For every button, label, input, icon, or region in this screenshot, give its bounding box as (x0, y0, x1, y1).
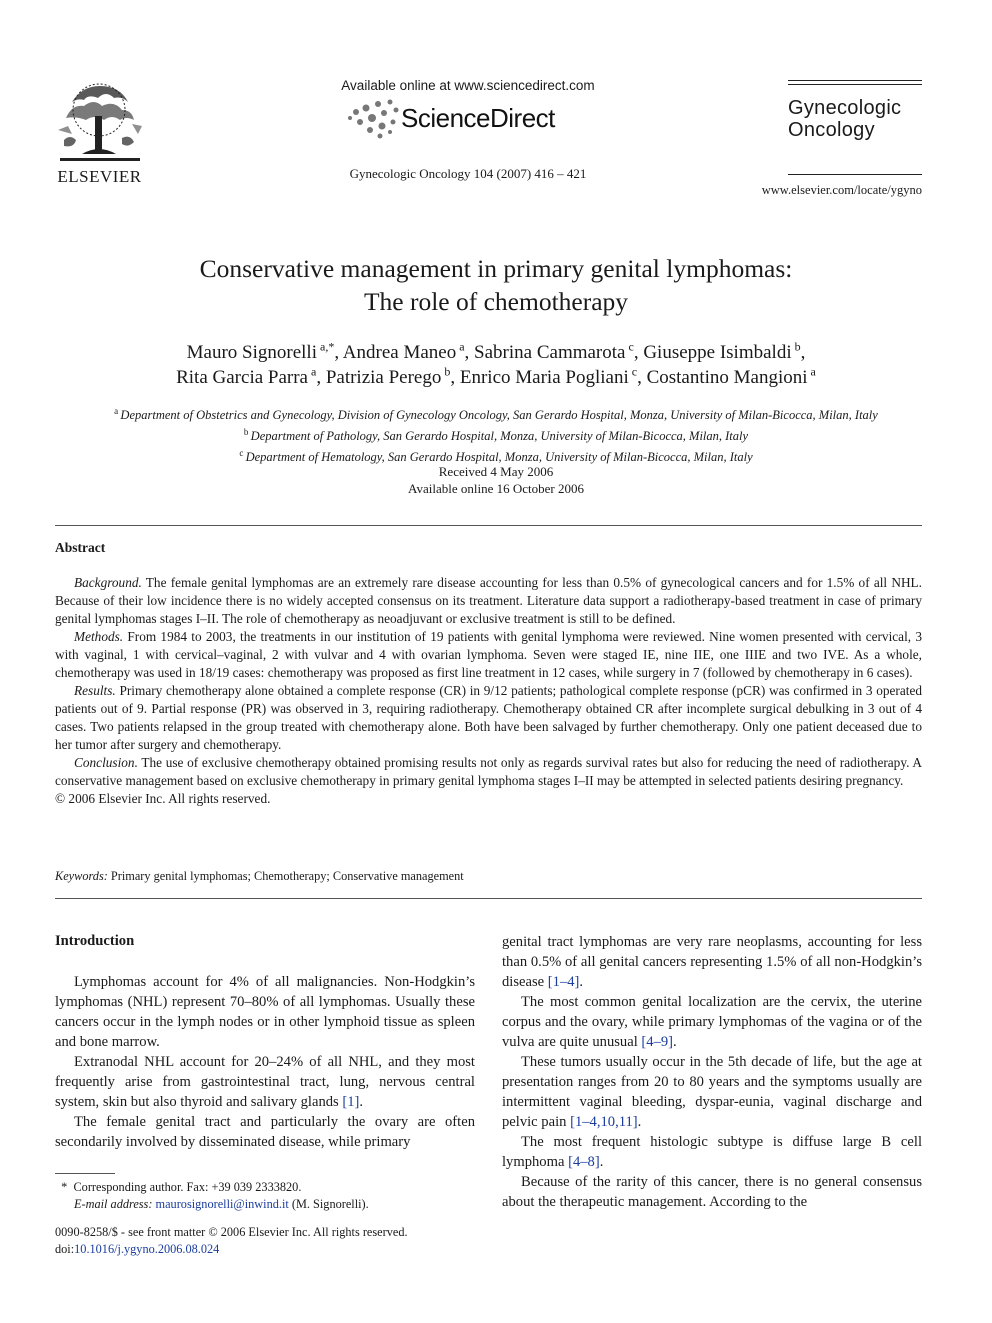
sciencedirect-wordmark: ScienceDirect (401, 103, 555, 133)
paragraph: The female genital tract and particularly the ovary are often secondarily involved by disseminated disease, while primary (55, 1114, 475, 1150)
citation-link[interactable]: [1–4] (547, 974, 580, 990)
paragraph (502, 992, 922, 1052)
author-affiliation-marker: b (441, 364, 451, 379)
paragraph-text: These tumors usually occur in the 5th decade of life, but the age at presentation ranges from 20 to 80 years and the symptoms usually are intermittent vaginal bleeding, dyspar-eunia, vaginal discharge and pelvic pain (502, 1054, 922, 1130)
abstract-label: Conclusion. (74, 755, 138, 770)
abstract-label: Results. (74, 683, 116, 698)
paragraph-text: . (637, 1114, 642, 1130)
abstract-text: The female genital lymphomas are an extremely rare disease accounting for less than 0.5% of gynecological cancers and for 1.5% of all NHL. Because of their low incidence there is no widely accepted consensus on its treatment. Literature data support a radiotherapy-based treatment in case of primary genital lymphomas stages I–II. The role of chemotherapy as neoadjuvant or exclusive treatment is still to be defined. (55, 575, 922, 626)
sciencedirect-dots-icon (346, 98, 401, 140)
journal-logo-bottom-rule (788, 174, 922, 175)
available-date: Available online 16 October 2006 (408, 481, 584, 496)
paragraph: Because of the rarity of this cancer, there is no general consensus about the therapeutic management. According to the (502, 1174, 922, 1210)
author-name: Rita Garcia Parra (176, 367, 308, 388)
author-affiliation-marker: a,* (317, 339, 335, 354)
sciencedirect-logo[interactable] (346, 98, 586, 140)
email-note (55, 1196, 475, 1213)
author-affiliation-marker: a (456, 339, 465, 354)
paragraph-text: . (599, 1154, 604, 1170)
authors-line2 (60, 365, 932, 390)
footnotes (55, 1179, 475, 1213)
authors-line1 (60, 340, 932, 365)
elsevier-logo (52, 80, 147, 184)
citation-link[interactable]: [4–9] (641, 1034, 674, 1050)
author-name: Mauro Signorelli (186, 342, 317, 363)
author-name: Giuseppe Isimbaldi (643, 342, 792, 363)
keywords (55, 869, 464, 884)
author-separator: , (800, 342, 806, 363)
divider (55, 898, 922, 899)
paragraph-text: Extranodal NHL account for 20–24% of all NHL, and they most frequently arise from gastrointestinal tract, lung, nervous central system, skin but also thyroid and salivary glands (55, 1054, 475, 1110)
journal-title-line2: Oncology (788, 119, 875, 141)
title-line2: The role of chemotherapy (363, 287, 629, 316)
affiliation-marker: a (114, 406, 121, 416)
affiliation-marker: b (243, 427, 251, 438)
abstract-background (55, 574, 922, 628)
article-title (60, 252, 932, 318)
footnote-rule (55, 1173, 115, 1174)
paragraph-text: The most frequent histologic subtype is diffuse large B cell lymphoma (502, 1134, 922, 1170)
author-separator: , (637, 367, 647, 388)
author-name: Patrizia Perego (325, 367, 442, 388)
abstract-text: Primary chemotherapy alone obtained a complete response (CR) in 9/12 patients; pathological complete response (pCR) was confirmed in 3 operated patients out of 9. Partial response (PR) was observed in 3, requiring radiotherapy. Chemotherapy obtained CR after incomplete surgical debulking in 3 out of 4 cases. Two patients relapsed in the group treated with chemotherapy alone. Both have been salvaged by further chemotherapy. Only one patient deceased due to her tumor after surgery and chemotherapy. (55, 683, 922, 752)
keywords-text: Primary genital lymphomas; Chemotherapy; Conservative management (107, 869, 464, 883)
journal-logo-rule (788, 84, 922, 85)
email-link[interactable]: maurosignorelli@inwind.it (155, 1197, 289, 1211)
footnote-text: Corresponding author. Fax: +39 039 2333820. (73, 1180, 302, 1194)
affiliation-line (40, 403, 952, 424)
paragraph (502, 1052, 922, 1132)
paragraph (502, 932, 922, 992)
doi-label: doi: (55, 1242, 75, 1256)
author-separator: , (450, 367, 460, 388)
affiliation-text: Department of Pathology, San Gerardo Hospital, Monza, University of Milan-Bicocca, Milan, Italy (250, 429, 749, 444)
paragraph (502, 1132, 922, 1172)
author-list (60, 340, 932, 390)
footnote-marker: * (61, 1180, 68, 1194)
abstract-text: The use of exclusive chemotherapy obtained promising results not only as regards survival rates but also for reducing the need of radiotherapy. A conservative management based on exclusive chemotherapy in primary genital lymphoma stages I–II may be attempted in selected patients desiring pregnancy. (55, 755, 922, 788)
keywords-label: Keywords: (55, 869, 108, 883)
left-column (55, 972, 475, 1152)
right-column (502, 932, 922, 1212)
author-affiliation-marker: b (791, 339, 801, 354)
abstract-conclusion (55, 754, 922, 790)
elsevier-tree-icon (52, 80, 147, 162)
journal-logo (788, 80, 922, 141)
citation-link[interactable]: [4–8] (568, 1154, 600, 1170)
citation-link[interactable]: [1–4,10,11] (570, 1114, 638, 1130)
author-separator: , (334, 342, 343, 363)
publisher-logo-text: ELSEVIER (57, 167, 142, 186)
issn-line: 0090-8258/$ - see front matter © 2006 Elsevier Inc. All rights reserved. (55, 1225, 408, 1239)
section-heading-introduction: Introduction (55, 933, 135, 949)
abstract-methods (55, 628, 922, 682)
abstract-results (55, 682, 922, 754)
author-affiliation-marker: a (807, 364, 816, 379)
journal-logo-rule (788, 80, 922, 81)
doi-link[interactable]: 10.1016/j.ygyno.2006.08.024 (74, 1242, 220, 1256)
author-affiliation-marker: c (628, 364, 638, 379)
author-affiliation-marker: a (308, 364, 317, 379)
paragraph-text: . (673, 1034, 677, 1050)
citation-link[interactable]: [1] (342, 1094, 360, 1110)
abstract-copyright: © 2006 Elsevier Inc. All rights reserved. (55, 791, 271, 806)
received-date: Received 4 May 2006 (438, 464, 554, 479)
journal-title-line1: Gynecologic (788, 97, 902, 119)
affiliation-marker: c (239, 448, 246, 459)
affiliation-text: Department of Hematology, San Gerardo Hospital, Monza, University of Milan-Bicocca, Milan, Italy (245, 450, 753, 465)
paragraph (55, 1052, 475, 1112)
abstract-body (55, 574, 922, 808)
paragraph-text: genital tract lymphomas are very rare neoplasms, accounting for less than 0.5% of all genital cancers representing 1.5% of all non-Hodgkin’s disease (502, 934, 922, 990)
affiliation-line (40, 424, 952, 445)
doi-line (55, 1241, 475, 1258)
author-name: Enrico Maria Pogliani (459, 367, 629, 388)
author-separator: , (464, 342, 475, 363)
abstract-label: Methods. (74, 629, 124, 644)
author-name: Andrea Maneo (342, 342, 457, 363)
author-separator: , (633, 342, 644, 363)
article-dates (60, 463, 932, 497)
affiliation-text: Department of Obstetrics and Gynecology, Division of Gynecology Oncology, San Gerardo Hospital, Monza, University of Milan-Bicocca, Milan, Italy (120, 408, 878, 423)
abstract-label: Background. (74, 575, 142, 590)
author-separator: , (316, 367, 326, 388)
title-line1: Conservative management in primary genital lymphomas: (199, 254, 793, 283)
affiliations (40, 403, 952, 466)
paragraph-text: . (359, 1094, 364, 1110)
paragraph-text: The most common genital localization are the cervix, the uterine corpus and the ovary, while primary lymphomas of the vagina or of the vulva are quite unusual (502, 994, 922, 1050)
corresponding-author-note (55, 1179, 475, 1196)
available-online-text[interactable]: Available online at www.sciencedirect.com (341, 78, 595, 93)
abstract-heading: Abstract (55, 540, 106, 555)
journal-url[interactable]: www.elsevier.com/locate/ygyno (761, 183, 922, 197)
abstract-text: From 1984 to 2003, the treatments in our institution of 19 patients with genital lymphoma were reviewed. Nine women presented with cervical, 3 with vaginal, 1 with cervical–vaginal, 2 with vulvar and 4 with ovarian lymphoma. Seven were staged IE, nine IIE, one IIIE and two IVE. As a whole, chemotherapy was used in 18/19 cases: chemotherapy was proposed as first line treatment in 12 cases, while surgery in 7 (followed by chemotherapy in 6 cases). (55, 629, 922, 680)
divider (55, 525, 922, 526)
author-name: Sabrina Cammarota (474, 342, 626, 363)
author-affiliation-marker: c (625, 339, 634, 354)
footnote-text: (M. Signorelli). (288, 1197, 369, 1211)
page-footer (55, 1224, 475, 1258)
paragraph-text: . (579, 974, 584, 990)
email-label: E-mail address: (74, 1197, 153, 1211)
author-name: Costantino Mangioni (646, 367, 808, 388)
paragraph: Lymphomas account for 4% of all malignancies. Non-Hodgkin’s lymphomas (NHL) represent 70–80% of all lymphomas. Usually these cancers occur in the lymph nodes or in other lymphoid tissue as spleen and bone marrow. (55, 974, 475, 1050)
journal-reference: Gynecologic Oncology 104 (2007) 416 – 421 (349, 166, 587, 181)
